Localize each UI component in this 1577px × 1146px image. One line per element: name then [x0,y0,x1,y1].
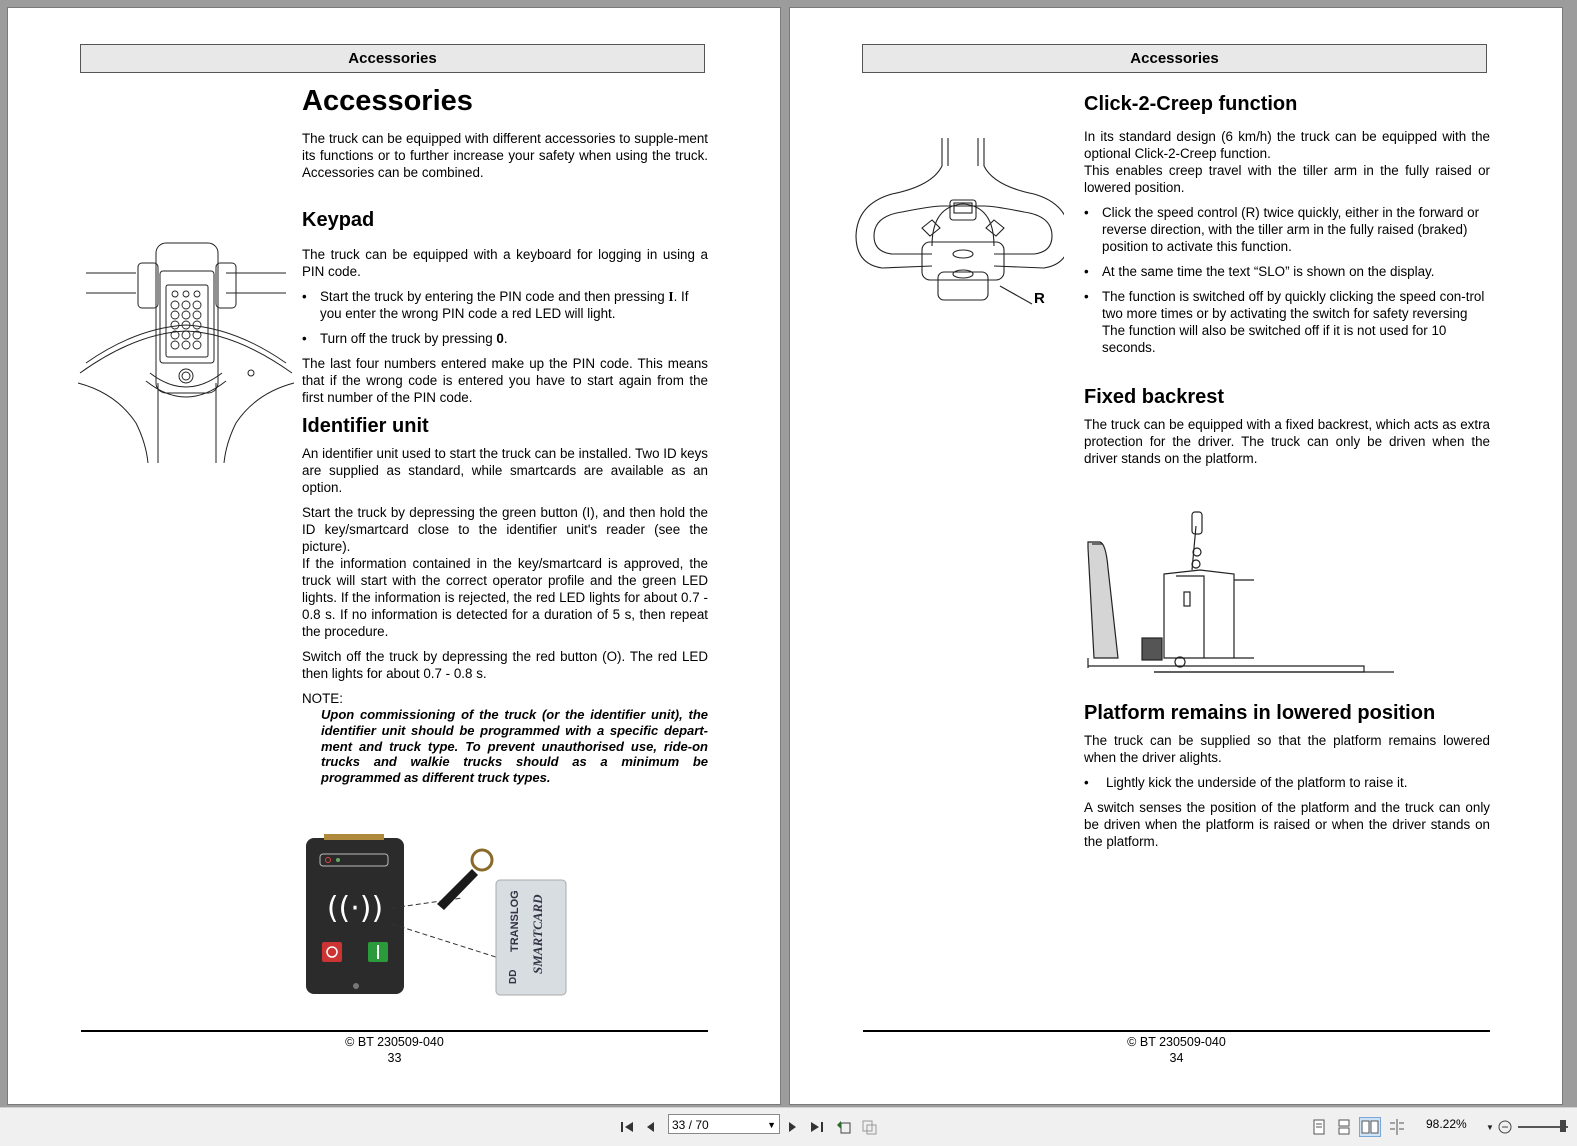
page-33 [7,7,781,1105]
next-page-icon[interactable] [786,1117,800,1137]
page-title: Accessories [302,85,473,117]
page-34 [789,7,1563,1105]
note-text: Upon commissioning of the truck (or the identifier unit), the identifier unit should be programmed with a specific depart-ment and truck type. To prevent unauthorised use, ride-on trucks and walkie trucks should as a minimum be programmed as different truck types. [321,707,708,786]
page-number-select[interactable] [668,1114,780,1134]
zoom-slider-handle[interactable] [1560,1120,1566,1132]
keypad-bullet-1 [302,288,708,322]
footer-copyright: © BT 230509-040 [345,1035,444,1049]
facing-pages-view-icon[interactable] [1359,1117,1381,1137]
zoom-out-icon[interactable] [1497,1117,1513,1137]
identifier-heading: Identifier unit [302,415,429,437]
creep-bullet-1 [1084,204,1490,255]
single-page-view-icon[interactable] [1311,1117,1327,1137]
zoom-dropdown-icon[interactable]: ▼ [1486,1122,1494,1132]
keypad-bullet-2 [302,330,708,347]
first-page-icon[interactable] [619,1117,635,1137]
viewer-toolbar [0,1107,1577,1146]
backrest-heading: Fixed backrest [1084,386,1225,408]
next-view-icon[interactable] [860,1117,878,1137]
identifier-p2: Start the truck by depressing the green button (I), and then hold the ID key/smartcard close to the identifier unit's reader (see the picture). [302,505,708,554]
footer-copyright: © BT 230509-040 [1127,1035,1226,1049]
identifier-p3: If the information contained in the key/smartcard is approved, the truck will start with the correct operator profile and the green LED lights. If the information is rejected, the red LED lights for about 0.7 - 0.8 s. If no information is detected for a duration of 5 s, then repeat the procedure. [302,556,708,639]
bullet-text: Lightly kick the underside of the platform to raise it. [1106,775,1408,790]
key-label: 0 [496,331,504,346]
page-footer [81,1034,708,1066]
chevron-down-icon: ▼ [767,1120,776,1130]
creep-heading: Click-2-Creep function [1084,93,1298,115]
platform-heading: Platform remains in lowered position [1084,702,1436,724]
svg-text:((·)): ((·)) [326,891,384,926]
keypad-paragraph: The last four numbers entered make up the PIN code. This means that if the wrong code is entered you have to start again from the first number of the PIN code. [302,356,708,405]
page-indicator: 33 / 70 [672,1118,709,1132]
keypad-illustration [76,233,296,463]
page-footer [863,1034,1490,1066]
creep-bullet-3 [1084,288,1490,356]
creep-p2: This enables creep travel with the tiller arm in the fully raised or lowered position. [1084,163,1490,195]
bullet-text: Click the speed control (R) twice quickly, either in the forward or reverse direction, with the tiller arm in the fully raised (braked) position to activate this function. [1102,205,1480,254]
facing-continuous-view-icon[interactable] [1388,1117,1406,1137]
bullet-dot: • [1084,264,1089,279]
identifier-p1: An identifier unit used to start the truck can be installed. Two ID keys are supplied as standard, while smartcards are available as an option. [302,446,708,495]
creep-bullet-2 [1084,263,1490,280]
continuous-view-icon[interactable] [1336,1117,1352,1137]
bullet-dot: • [1084,775,1089,790]
zoom-level[interactable]: 98.22% [1426,1117,1467,1131]
creep-p1: In its standard design (6 km/h) the truck can be equipped with the optional Click-2-Creep function. [1084,129,1490,161]
intro-paragraph: The truck can be equipped with different accessories to supple-ment its functions or to further increase your safety when using the truck. Accessories can be combined. [302,131,708,180]
bullet-text: Turn off the truck by pressing [320,331,497,346]
platform-section [1084,702,1490,850]
keypad-heading: Keypad [302,209,375,231]
bullet-text: . If you enter the wrong PIN code a red LED will light. [320,289,689,321]
label-r: R [1034,290,1045,307]
previous-view-icon[interactable] [835,1117,853,1137]
keypad-text: The truck can be equipped with a keyboard for logging in using a PIN code. [302,247,708,279]
card-brand-translog: TRANSLOG [509,890,521,952]
footer-rule [81,1030,708,1032]
left-content [302,85,708,786]
bullet-text: At the same time the text “SLO” is shown on the display. [1102,264,1435,279]
bullet-continuation: The function will also be switched off if it is not used for 10 seconds. [1102,323,1447,355]
right-content [1084,93,1490,467]
bullet-dot: • [1084,205,1089,220]
platform-p1: The truck can be supplied so that the platform remains lowered when the driver alights. [1084,733,1490,765]
platform-p2: A switch senses the position of the platform and the truck can only be driven when the platform is raised or when the driver stands on the platform. [1084,800,1490,849]
bullet-dot: • [302,331,307,346]
footer-page-number: 33 [387,1051,402,1065]
last-page-icon[interactable] [809,1117,825,1137]
bullet-text: . [503,331,508,346]
bullet-text: Start the truck by entering the PIN code and then pressing [320,289,669,304]
bullet-dot: • [1084,289,1089,304]
card-brand-smartcard: SMARTCARD [530,894,545,974]
tiller-speed-control-illustration [852,136,1064,314]
backrest-p1: The truck can be equipped with a fixed backrest, which acts as extra protection for the driver. The truck can only be driven when the driver stands on the platform. [1084,417,1490,466]
page-header: Accessories [80,44,705,73]
previous-page-icon[interactable] [643,1117,657,1137]
footer-page-number: 34 [1169,1051,1184,1065]
bullet-text: The function is switched off by quickly clicking the speed con-trol two more times or by activating the switch for safety reversing [1102,289,1485,321]
page-header: Accessories [862,44,1487,73]
note-label: NOTE: [302,691,343,706]
identifier-unit-photo [302,834,572,998]
platform-bullet-1 [1084,774,1490,791]
key-label: I [668,289,674,304]
truck-backrest-illustration [1084,508,1404,674]
identifier-p4: Switch off the truck by depressing the red button (O). The red LED then lights for about 0.7 - 0.8 s. [302,649,708,681]
footer-rule [863,1030,1490,1032]
bullet-dot: • [302,289,307,304]
card-brand-dd: DD [508,969,519,984]
